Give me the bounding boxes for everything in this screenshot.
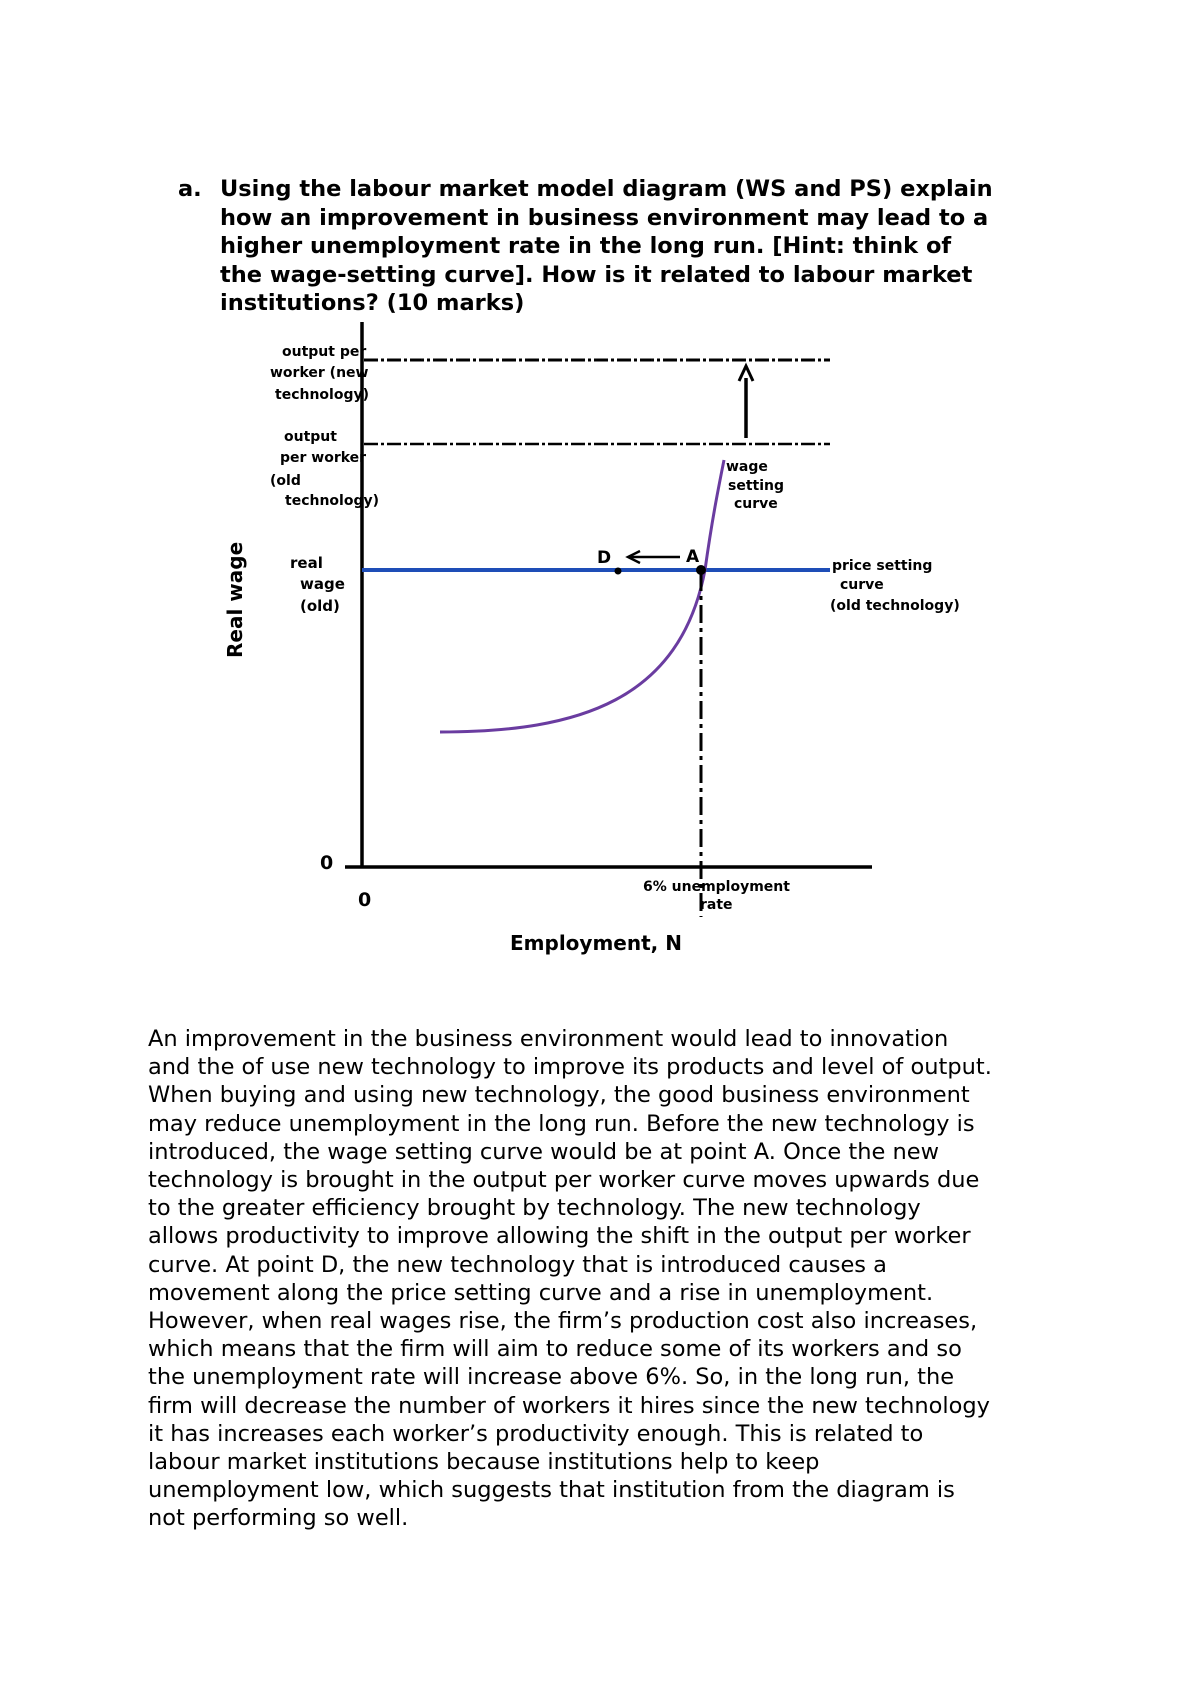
answer-line: curve. At point D, the new technology that is introduced causes a <box>148 1251 887 1278</box>
answer-line: it has increases each worker’s productivity enough. This is related to <box>148 1420 924 1447</box>
answer-line: technology is brought in the output per worker curve moves upwards due <box>148 1167 980 1194</box>
answer-line: firm will decrease the number of workers it hires since the new technology <box>148 1392 990 1419</box>
answer-line: movement along the price setting curve and a rise in unemployment. <box>148 1279 934 1306</box>
output-new-label-line: output per <box>282 344 367 360</box>
answer-line: not performing so well. <box>148 1505 409 1532</box>
output-old-label-line: technology) <box>285 493 380 509</box>
ps-label-line: price setting <box>832 558 933 574</box>
ps-label-line: curve <box>840 577 884 593</box>
answer-line: which means that the firm will aim to reduce some of its workers and so <box>148 1336 962 1363</box>
ws-label-line: setting <box>728 478 784 494</box>
answer-line: may reduce unemployment in the long run. Before the new technology is <box>148 1110 975 1137</box>
output-new-label-line: worker (new <box>270 365 369 381</box>
real-wage-label-line: (old) <box>300 597 340 615</box>
output-new-label-line: technology) <box>275 387 370 403</box>
answer-line: An improvement in the business environment would lead to innovation <box>148 1026 949 1052</box>
point-a-label: A <box>686 547 700 567</box>
question-line: institutions? (10 marks) <box>220 290 525 316</box>
real-wage-label-line: real <box>290 554 323 572</box>
ws-label-line: wage <box>726 459 768 475</box>
question-line: higher unemployment rate in the long run. [Hint: think of <box>220 233 952 259</box>
y-axis-label: Real wage <box>223 541 247 658</box>
point-d <box>615 568 622 575</box>
origin-x-label: 0 <box>358 889 372 911</box>
unemployment-label-line: rate <box>700 897 733 913</box>
origin-y-label: 0 <box>320 852 334 874</box>
ps-label-line: (old technology) <box>830 598 960 614</box>
output-old-label-line: (old <box>270 473 301 489</box>
output-new-label <box>270 344 369 403</box>
ws-label-line: curve <box>734 496 778 512</box>
answer-line: When buying and using new technology, the good business environment <box>148 1082 970 1109</box>
unemployment-label-line: 6% unemployment <box>643 879 790 895</box>
answer-block <box>148 1025 1088 1533</box>
real-wage-label <box>290 554 345 615</box>
output-old-label-line: per worker <box>280 450 367 466</box>
answer-line: unemployment low, which suggests that institution from the diagram is <box>148 1477 955 1504</box>
answer-line: to the greater efficiency brought by technology. The new technology <box>148 1195 921 1222</box>
answer-line: labour market institutions because institutions help to keep <box>148 1449 820 1476</box>
answer-line: However, when real wages rise, the firm’s production cost also increases, <box>148 1308 978 1335</box>
question-line: the wage-setting curve]. How is it related to labour market <box>220 261 973 288</box>
real-wage-label-line: wage <box>300 575 345 593</box>
answer-line: and the of use new technology to improve its products and level of output. <box>148 1054 992 1081</box>
x-axis-label: Employment, N <box>510 931 682 955</box>
wage-setting-curve <box>440 460 724 732</box>
answer-line: the unemployment rate will increase above 6%. So, in the long run, the <box>148 1364 955 1391</box>
ps-label <box>830 558 960 614</box>
ws-label <box>726 459 784 512</box>
answer-line: allows productivity to improve allowing the shift in the output per worker <box>148 1223 971 1250</box>
answer-line: introduced, the wage setting curve would be at point A. Once the new <box>148 1138 939 1165</box>
output-old-label-line: output <box>284 429 337 445</box>
unemployment-label <box>643 879 790 913</box>
point-d-label: D <box>597 548 612 568</box>
question-marker: a. <box>178 176 202 202</box>
question-line: Using the labour market model diagram (WS and PS) explain <box>220 176 993 202</box>
question-line: how an improvement in business environment may lead to a <box>220 204 989 231</box>
